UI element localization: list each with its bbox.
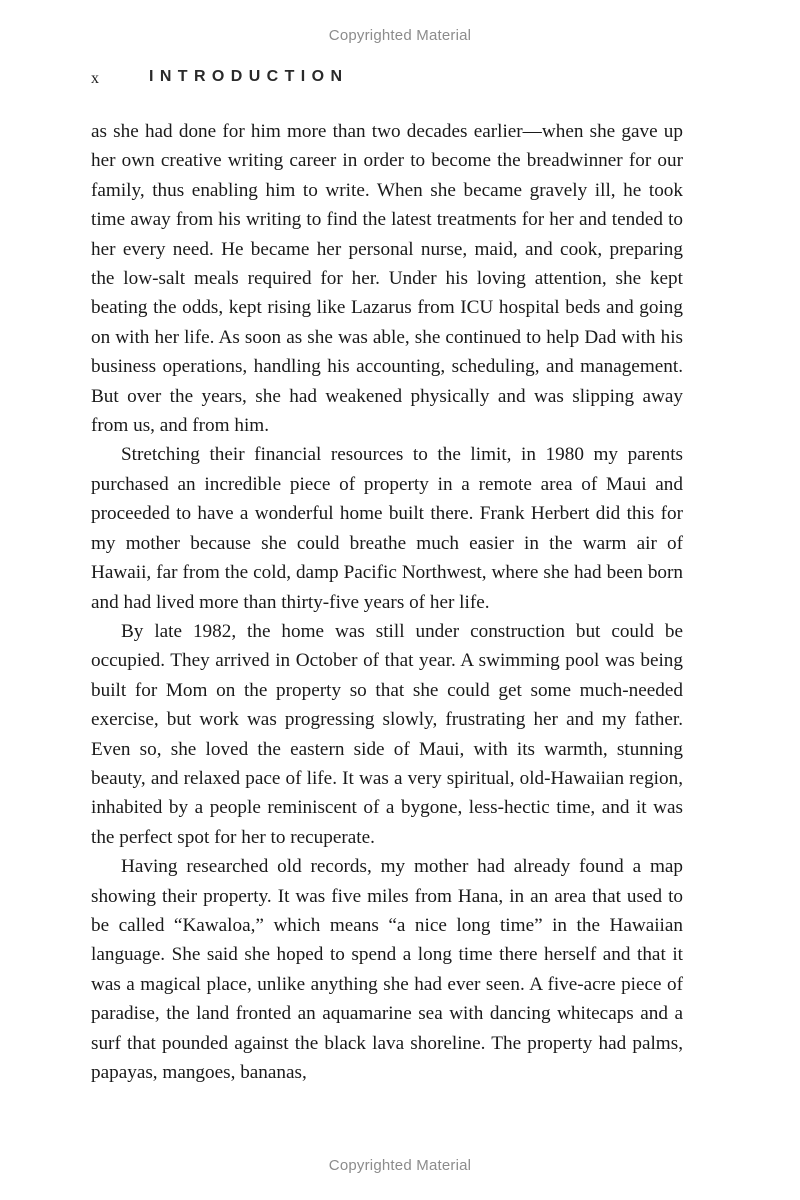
copyright-watermark-bottom: Copyrighted Material bbox=[328, 1157, 472, 1174]
section-title: INTRODUCTION bbox=[149, 68, 349, 85]
paragraph: Stretching their financial resources to the limit, in 1980 my parents purchased an incredible piece of property in a remote area of Maui and proceeded to have a wonderful home built there. Frank Herbert did this for my mother because she could breathe much easier in the warm air of Hawaii, far from the cold, damp Pacific Northwest, where she had been born and had lived more than thirty-five years of her life. bbox=[91, 444, 683, 613]
paragraph: as she had done for him more than two decades earlier—when she gave up her own creative writing career in order to become the breadwinner for our family, thus enabling him to write. When she became gravely ill, he took time away from his writing to find the latest treatments for her and tended to her every need. He became her personal nurse, maid, and cook, preparing the low-salt meals required for her. Under his loving attention, she kept beating the odds, kept rising like Lazarus from ICU hospital beds and going on with her life. As soon as she was able, she continued to help Dad with his business operations, handling his accounting, scheduling, and management. But over the years, she had weakened physically and was slipping away from us, and from him. bbox=[91, 121, 683, 437]
page-number: x bbox=[91, 70, 99, 87]
copyright-watermark-top: Copyrighted Material bbox=[328, 27, 472, 44]
body-text bbox=[91, 117, 683, 1087]
paragraph: By late 1982, the home was still under construction but could be occupied. They arrived in October of that year. A swimming pool was being built for Mom on the property so that she could get some much-needed exercise, but work was progressing slowly, frustrating her and my father. Even so, she loved the eastern side of Maui, with its warmth, stunning beauty, and relaxed pace of life. It was a very spiritual, old-Hawaiian region, inhabited by a people reminiscent of a bygone, less-hectic time, and it was the perfect spot for her to recuperate. bbox=[91, 620, 683, 848]
paragraph: Having researched old records, my mother had already found a map showing their property. It was five miles from Hana, in an area that used to be called “Kawaloa,” which means “a nice long time” in the Hawaiian language. She said she hoped to spend a long time there herself and that it was a magical place, unlike anything she had ever seen. A five-acre piece of paradise, the land fronted an aquamarine sea with dancing whitecaps and a surf that pounded against the black lava shoreline. The property had palms, papayas, mangoes, bananas, bbox=[91, 856, 683, 1083]
running-head bbox=[91, 68, 691, 90]
